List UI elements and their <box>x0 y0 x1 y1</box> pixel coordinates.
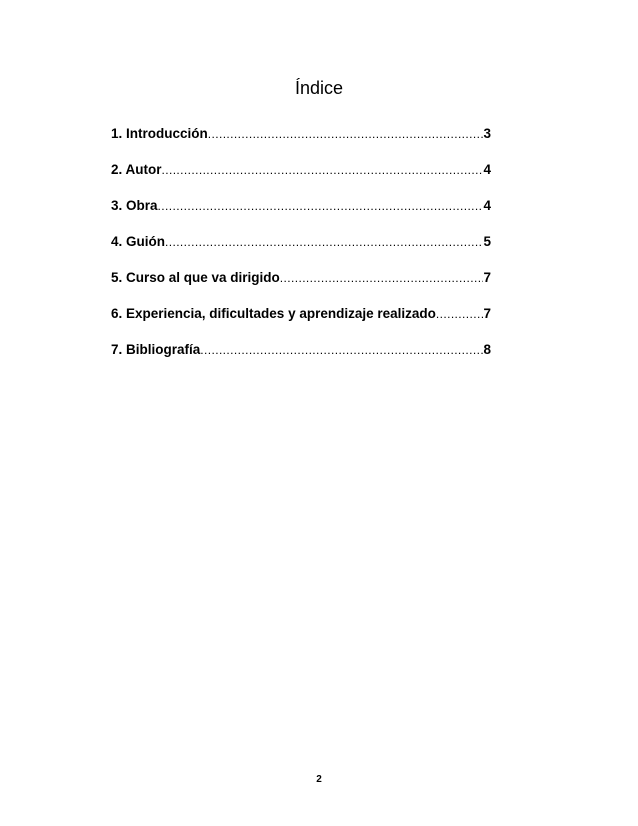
toc-entry-obra[interactable] <box>111 196 491 216</box>
toc-entry-introduccion[interactable] <box>111 124 491 144</box>
dot-leader <box>162 160 484 180</box>
toc-entry-page: 7 <box>483 270 491 285</box>
dot-leader <box>208 124 484 144</box>
dot-leader <box>280 268 484 288</box>
toc-entry-bibliografia[interactable] <box>111 340 491 360</box>
dot-leader <box>158 196 484 216</box>
toc-entry-label: 2. Autor <box>111 162 162 177</box>
dot-leader <box>165 232 483 252</box>
toc-entry-experiencia[interactable] <box>111 304 491 324</box>
page-number: 2 <box>316 774 322 785</box>
toc-entry-label: 1. Introducción <box>111 126 208 141</box>
dot-leader <box>200 340 483 360</box>
toc-entry-page: 7 <box>483 306 491 321</box>
toc-entry-page: 5 <box>483 234 491 249</box>
toc-entry-page: 3 <box>483 126 491 141</box>
toc-entry-label: 3. Obra <box>111 198 158 213</box>
toc-entry-page: 4 <box>483 198 491 213</box>
toc-entry-autor[interactable] <box>111 160 491 180</box>
toc-entry-page: 8 <box>483 342 491 357</box>
dot-leader <box>436 304 484 324</box>
toc-entry-label: 5. Curso al que va dirigido <box>111 270 280 285</box>
toc-entry-curso[interactable] <box>111 268 491 288</box>
toc-entry-label: 4. Guión <box>111 234 165 249</box>
toc-title: Índice <box>294 78 344 98</box>
toc-entry-guion[interactable] <box>111 232 491 252</box>
toc-entry-label: 6. Experiencia, dificultades y aprendizaje realizado <box>111 306 436 321</box>
toc-entry-page: 4 <box>483 162 491 177</box>
table-of-contents <box>111 124 491 376</box>
toc-entry-label: 7. Bibliografía <box>111 342 201 357</box>
